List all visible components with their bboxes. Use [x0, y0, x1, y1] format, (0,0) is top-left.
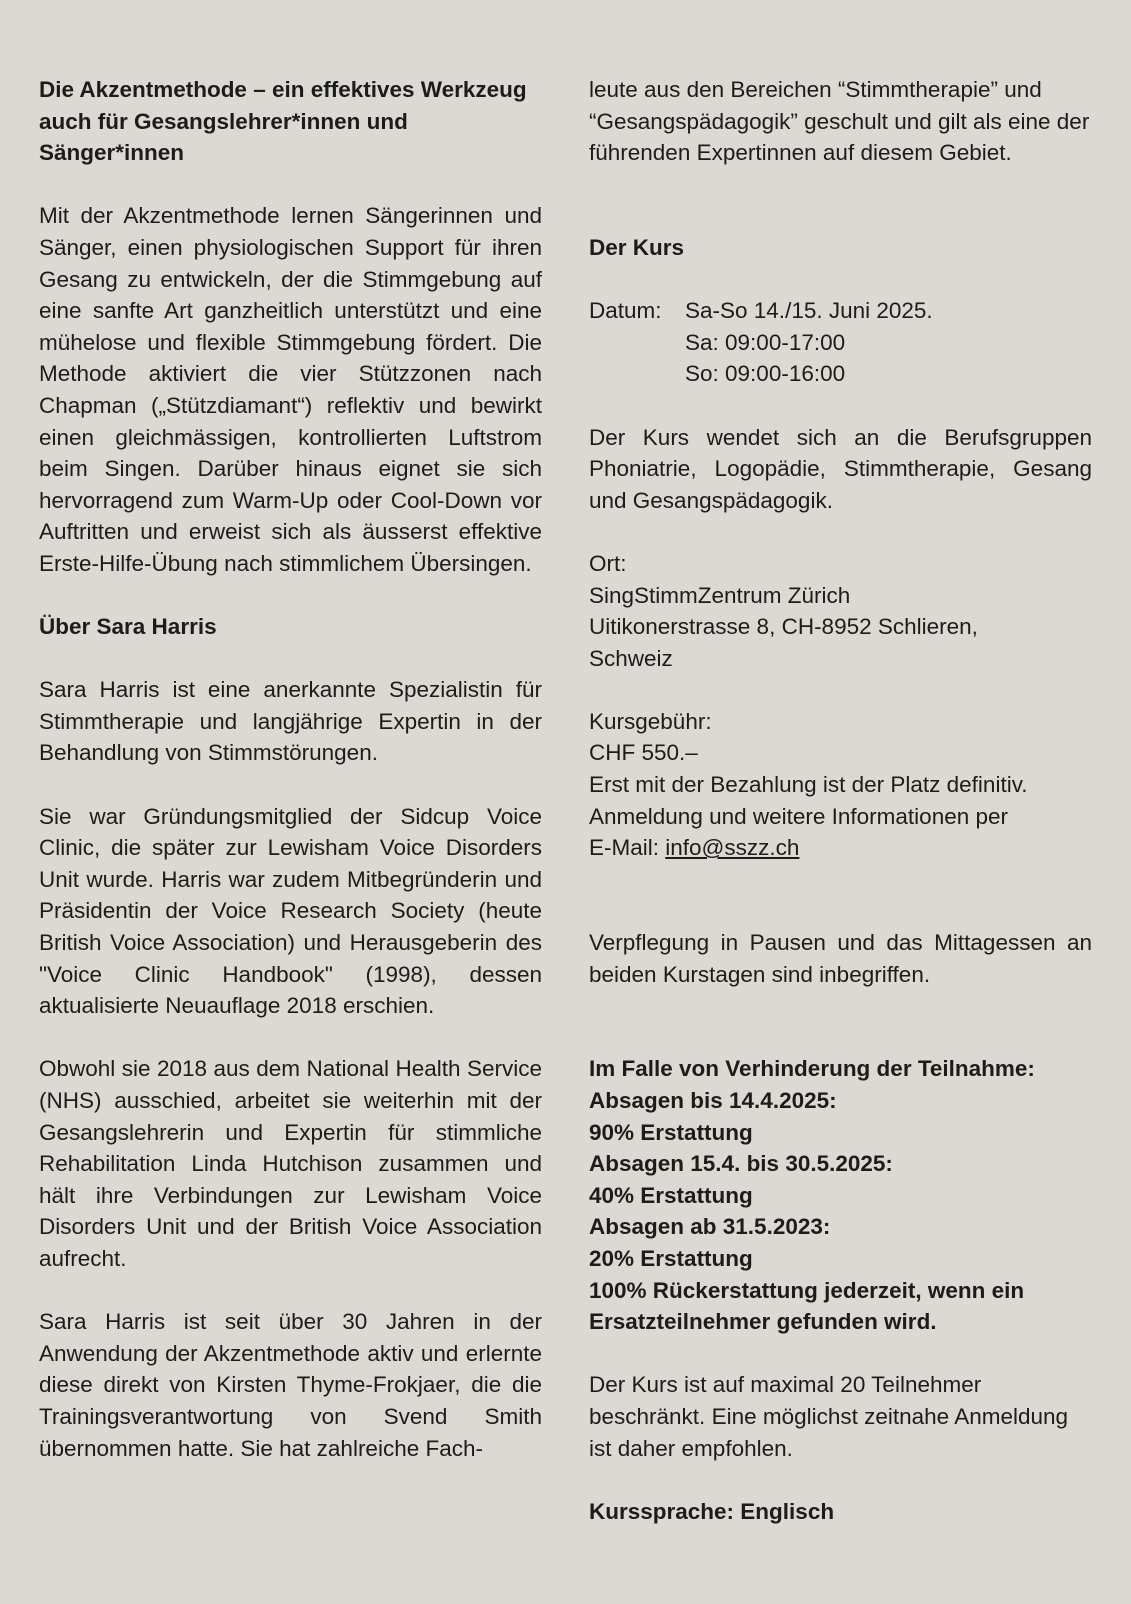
- about-paragraph-3: Obwohl sie 2018 aus dem National Health Service (NHS) ausschied, arbeitet sie weiterhin mit der Gesangslehrerin und Expertin für stimmliche Rehabilitation Linda Hutchison zusammen und hält ihre Verbindungen zur Lewisham Voice Disorders Unit und der British Voice Association aufrecht.: [39, 1056, 542, 1271]
- cancellation-line: Absagen ab 31.5.2023:: [589, 1214, 831, 1240]
- date-line: So: 09:00-16:00: [685, 361, 846, 387]
- location-line: Uitikonerstrasse 8, CH-8952 Schlieren,: [589, 614, 978, 640]
- participant-limit-paragraph: Der Kurs ist auf maximal 20 Teilnehmer beschränkt. Eine möglichst zeitnahe Anmeldung ist daher empfohlen.: [589, 1372, 1069, 1461]
- fee-line: Kursgebühr:: [589, 708, 712, 734]
- left-column: [39, 74, 542, 1464]
- method-heading: Die Akzentmethode – ein effektives Werkzeug auch für Gesangslehrer*innen und Sänger*innen: [39, 77, 527, 166]
- cancellation-line: Absagen bis 14.4.2025:: [589, 1088, 837, 1113]
- catering-paragraph: Verpflegung in Pausen und das Mittagessen an beiden Kurstagen sind inbegriffen.: [589, 930, 1092, 987]
- fee-line: Erst mit der Bezahlung ist der Platz definitiv.: [589, 772, 1028, 798]
- email-link[interactable]: info@sszz.ch: [665, 835, 800, 861]
- date-line: Sa-So 14./15. Juni 2025.: [685, 298, 933, 324]
- cancellation-line: 40% Erstattung: [589, 1182, 753, 1208]
- audience-paragraph: Der Kurs wendet sich an die Berufsgruppen Phoniatrie, Logopädie, Stimmtherapie, Gesang und Gesangspädagogik.: [589, 424, 1092, 513]
- about-continued-paragraph: leute aus den Bereichen “Stimmtherapie” und “Gesangspädagogik” geschult und gilt als eine der führenden Expertinnen auf diesem Gebiet.: [589, 77, 1090, 166]
- email-prefix: E-Mail:: [589, 835, 666, 861]
- location-line: Ort:: [589, 550, 627, 576]
- date-label: Datum:: [589, 298, 662, 324]
- location-line: SingStimmZentrum Zürich: [589, 582, 851, 608]
- cancellation-line: 90% Erstattung: [589, 1119, 753, 1145]
- cancellation-line: 20% Erstattung: [589, 1245, 753, 1271]
- cancellation-line: Absagen 15.4. bis 30.5.2025:: [589, 1151, 893, 1177]
- course-heading: Der Kurs: [589, 234, 685, 260]
- method-intro-paragraph: Mit der Akzentmethode lernen Sängerinnen und Sänger, einen physiologischen Support für ihren Gesang zu entwickeln, der die Stimmgebung auf eine sanfte Art ganzheitlich unterstützt und eine mühelose und flexible Stimmgebung fördert. Die Methode aktiviert die vier Stützzonen nach Chapman („Stützdiamant“) reflektiv und bewirkt einen gleichmässigen, kontrollierten Luftstrom beim Singen. Darüber hinaus eignet sie sich hervorragend zum Warm-Up oder Cool-Down vor Auftritten und erweist sich als äusserst effektive Erste-Hilfe-Übung nach stimmlichem Übersingen.: [39, 203, 542, 576]
- fee-block: [589, 706, 1092, 864]
- about-paragraph-1: Sara Harris ist eine anerkannte Spezialistin für Stimmtherapie und langjährige Expertin in der Behandlung von Stimmstörungen.: [39, 677, 542, 766]
- fee-line: Anmeldung und weitere Informationen per: [589, 803, 1009, 829]
- about-paragraph-2: Sie war Gründungsmitglied der Sidcup Voice Clinic, die später zur Lewisham Voice Disorders Unit wurde. Harris war zudem Mitbegründerin und Präsidentin der Voice Research Society (heute British Voice Association) und Herausgeberin des "Voice Clinic Handbook" (1998), dessen aktualisierte Neuauflage 2018 erschien.: [39, 803, 542, 1019]
- email-line: [589, 832, 1092, 864]
- location-line: Schweiz: [589, 645, 673, 671]
- right-column: [589, 74, 1092, 1527]
- date-line: Sa: 09:00-17:00: [685, 329, 846, 355]
- cancellation-block: [589, 1053, 1092, 1337]
- about-heading: Über Sara Harris: [39, 614, 217, 640]
- fee-line: CHF 550.–: [589, 740, 698, 766]
- location-block: [589, 548, 1092, 674]
- about-paragraph-4: Sara Harris ist seit über 30 Jahren in der Anwendung der Akzentmethode aktiv und erlernte diese direkt von Kirsten Thyme-Frokjaer, die die Trainingsverantwortung von Svend Smith übernommen hatte. Sie hat zahlreiche Fach-: [39, 1309, 542, 1461]
- cancellation-line: Im Falle von Verhinderung der Teilnahme:: [589, 1056, 1035, 1082]
- cancellation-line: 100% Rückerstattung jederzeit, wenn ein Ersatzteilnehmer gefunden wird.: [589, 1277, 1025, 1335]
- course-language: Kurssprache: Englisch: [589, 1498, 835, 1524]
- course-dates: [589, 295, 1092, 390]
